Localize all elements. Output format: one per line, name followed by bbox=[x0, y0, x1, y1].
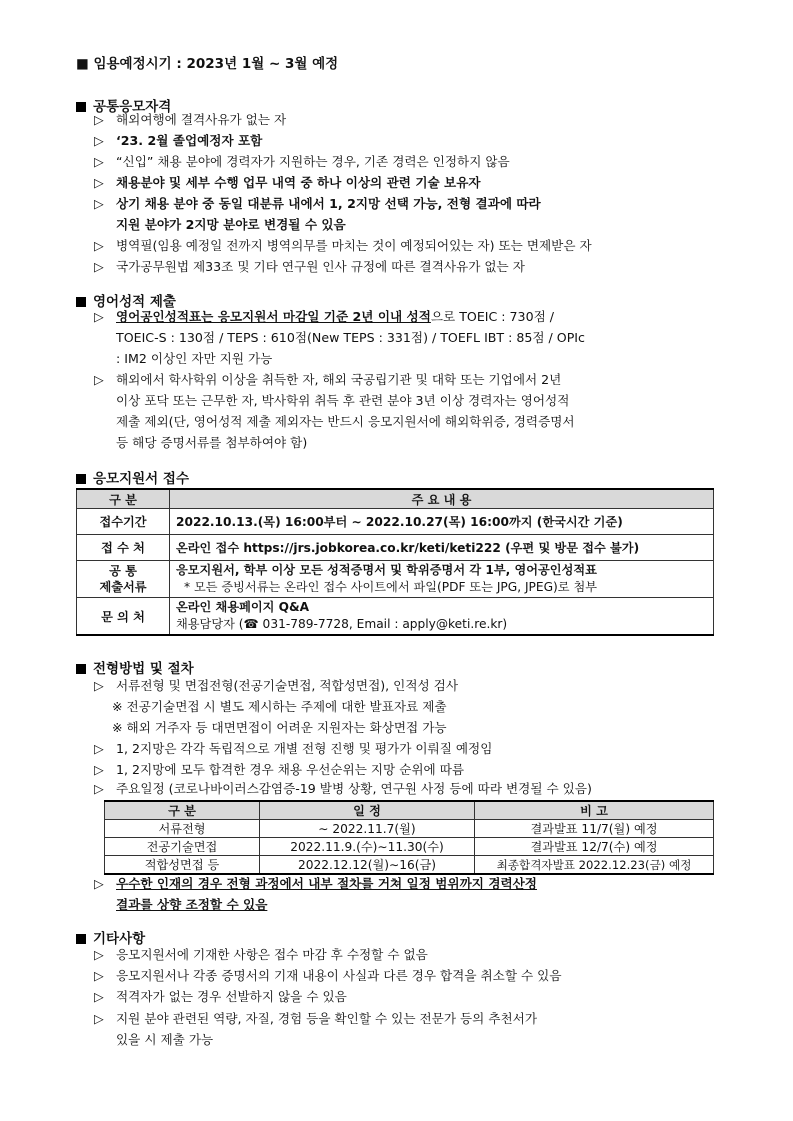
item-text: 채용분야 및 세부 수행 업무 내역 중 하나 이상의 관련 기술 보유자 bbox=[116, 175, 481, 190]
section-title: 공통응모자격 bbox=[93, 99, 172, 115]
item-text: “신입” 채용 분야에 경력자가 지원하는 경우, 기존 경력은 인정하지 않음 bbox=[116, 154, 510, 169]
cell-stage: 적합성면접 등 bbox=[105, 856, 260, 875]
table-row bbox=[77, 561, 714, 598]
english-line-4 bbox=[94, 370, 561, 390]
process-line-5 bbox=[94, 874, 537, 894]
header-date: 일 정 bbox=[260, 801, 475, 820]
item-text: 1, 2지망은 각각 독립적으로 개별 전형 진행 및 평가가 이뤄질 예정임 bbox=[116, 741, 493, 756]
application-table bbox=[76, 488, 714, 636]
cell-note: 최종합격자발표 2022.12.23(금) 예정 bbox=[475, 856, 714, 875]
cell-note: 결과발표 12/7(수) 예정 bbox=[475, 838, 714, 856]
triangle-marker-icon: ▷ bbox=[94, 989, 104, 1004]
period-label: 접수기간 bbox=[77, 509, 170, 535]
square-bullet-icon bbox=[76, 934, 86, 944]
item-text: 해외에서 학사학위 이상을 취득한 자, 해외 국공립기관 및 대학 또는 기업에서 2년 bbox=[116, 372, 562, 387]
table-row bbox=[105, 820, 714, 838]
etc-line-4 bbox=[94, 1009, 537, 1029]
where-label: 접 수 처 bbox=[77, 535, 170, 561]
item-text: 지원 분야 관련된 역량, 자질, 경험 등을 확인할 수 있는 전문가 등의 추천서가 bbox=[116, 1011, 538, 1026]
common-item-5-cont: 지원 분야가 2지망 분야로 변경될 수 있음 bbox=[116, 217, 346, 232]
table-header-row bbox=[105, 801, 714, 820]
section-title: 응모지원서 접수 bbox=[93, 471, 189, 487]
docs-value-line2: * 모든 증빙서류는 온라인 접수 사이트에서 파일(PDF 또는 JPG, JPEG)로 첨부 bbox=[184, 580, 597, 594]
docs-label-line2: 제출서류 bbox=[99, 580, 147, 594]
period-value: 2022.10.13.(목) 16:00부터 ∼ 2022.10.27(목) 16:00까지 (한국시간 기준) bbox=[170, 509, 714, 535]
docs-value-line1: 응모지원서, 학부 이상 모든 성적증명서 및 학위증명서 각 1부, 영어공인성적표 bbox=[176, 563, 597, 577]
common-item-3 bbox=[94, 152, 510, 172]
english-line-1 bbox=[94, 307, 554, 327]
item-text: 응모지원서나 각종 증명서의 기재 내용이 사실과 다른 경우 합격을 취소할 수 있음 bbox=[116, 968, 562, 983]
item-text: 해외여행에 결격사유가 없는 자 bbox=[116, 112, 287, 127]
process-line-1 bbox=[94, 676, 458, 696]
english-line-2: TOEIC-S : 130점 / TEPS : 610점(New TEPS : 331점) / TOEFL IBT : 85점 / OPIc bbox=[116, 330, 585, 345]
square-bullet-icon bbox=[76, 664, 86, 674]
triangle-marker-icon: ▷ bbox=[94, 309, 104, 324]
table-header-row bbox=[77, 489, 714, 509]
triangle-marker-icon: ▷ bbox=[94, 781, 104, 796]
contact-prefix: 채용담당자 ( bbox=[176, 617, 244, 631]
square-bullet-icon bbox=[76, 474, 86, 484]
square-bullet-icon bbox=[76, 297, 86, 307]
process-line-2 bbox=[94, 739, 492, 759]
item-text: 적격자가 없는 경우 선발하지 않을 수 있음 bbox=[116, 989, 347, 1004]
docs-value bbox=[170, 561, 714, 598]
cell-stage: 전공기술면접 bbox=[105, 838, 260, 856]
english-requirement-underlined: 영어공인성적표는 응모지원서 마감일 기준 2년 이내 성적 bbox=[116, 309, 431, 324]
phone-icon: ☎ bbox=[243, 617, 259, 631]
process-note-2: ※ 해외 거주자 등 대면면접이 어려운 지원자는 화상면접 가능 bbox=[112, 720, 447, 735]
table-row bbox=[77, 598, 714, 636]
etc-line-2 bbox=[94, 966, 562, 986]
contact-label: 문 의 처 bbox=[77, 598, 170, 636]
process-line-4 bbox=[94, 779, 592, 799]
header-content: 주 요 내 용 bbox=[170, 489, 714, 509]
item-text: 상기 채용 분야 중 동일 대분류 내에서 1, 2지망 선택 가능, 전형 결과에 따라 bbox=[116, 196, 541, 211]
triangle-marker-icon: ▷ bbox=[94, 133, 104, 148]
item-text: 국가공무원법 제33조 및 기타 연구원 인사 규정에 따른 결격사유가 없는 자 bbox=[116, 259, 525, 274]
contact-value-line1[interactable]: 온라인 채용페이지 Q&A bbox=[176, 600, 310, 614]
cell-date: 2022.12.12(월)∼16(금) bbox=[260, 856, 475, 875]
english-line-5: 이상 포닥 또는 근무한 자, 박사학위 취득 후 관련 분야 3년 이상 경력자는 영어성적 bbox=[116, 393, 570, 408]
table-row bbox=[105, 856, 714, 875]
item-text: 응모지원서에 기재한 사항은 접수 마감 후 수정할 수 없음 bbox=[116, 947, 428, 962]
item-text: 우수한 인재의 경우 전형 과정에서 내부 절차를 거쳐 일정 범위까지 경력산정 bbox=[116, 876, 537, 891]
triangle-marker-icon: ▷ bbox=[94, 112, 104, 127]
schedule-table bbox=[104, 800, 714, 875]
triangle-marker-icon: ▷ bbox=[94, 968, 104, 983]
process-line-3 bbox=[94, 760, 464, 780]
cell-note: 결과발표 11/7(월) 예정 bbox=[475, 820, 714, 838]
item-text: 서류전형 및 면접전형(전공기술면접, 적합성면접), 인적성 검사 bbox=[116, 678, 458, 693]
header-category: 구 분 bbox=[105, 801, 260, 820]
triangle-marker-icon: ▷ bbox=[94, 876, 104, 891]
section-title: 영어성적 제출 bbox=[93, 294, 176, 310]
triangle-marker-icon: ▷ bbox=[94, 741, 104, 756]
english-line-7: 등 해당 증명서류를 첨부하여야 함) bbox=[116, 435, 308, 450]
common-item-5 bbox=[94, 194, 541, 214]
contact-value-line2 bbox=[176, 616, 707, 633]
table-row bbox=[105, 838, 714, 856]
triangle-marker-icon: ▷ bbox=[94, 947, 104, 962]
english-requirement-rest: 으로 TOEIC : 730점 / bbox=[430, 309, 554, 324]
section-title: 기타사항 bbox=[93, 931, 146, 947]
cell-date: ∼ 2022.11.7(월) bbox=[260, 820, 475, 838]
item-text: 병역필(임용 예정일 전까지 병역의무를 마치는 것이 예정되어있는 자) 또는 면제받은 자 bbox=[116, 238, 592, 253]
common-item-4 bbox=[94, 173, 481, 193]
section-title: 전형방법 및 절차 bbox=[93, 661, 194, 677]
docs-label-line1: 공 통 bbox=[109, 564, 137, 578]
contact-phone-email[interactable]: 031-789-7728, Email : apply@keti.re.kr) bbox=[258, 617, 508, 631]
item-text: ‘23. 2월 졸업예정자 포함 bbox=[116, 133, 263, 148]
header-category: 구 분 bbox=[77, 489, 170, 509]
triangle-marker-icon: ▷ bbox=[94, 762, 104, 777]
common-item-2 bbox=[94, 131, 262, 151]
section-application bbox=[76, 467, 189, 487]
triangle-marker-icon: ▷ bbox=[94, 1011, 104, 1026]
process-note-1: ※ 전공기술면접 시 별도 제시하는 주제에 대한 발표자료 제출 bbox=[112, 699, 447, 714]
etc-line-1 bbox=[94, 945, 428, 965]
process-line-5-cont: 결과를 상향 조정할 수 있음 bbox=[116, 897, 268, 912]
common-item-1 bbox=[94, 110, 286, 130]
section-process bbox=[76, 657, 194, 677]
triangle-marker-icon: ▷ bbox=[94, 372, 104, 387]
cell-date: 2022.11.9.(수)∼11.30(수) bbox=[260, 838, 475, 856]
header-note: 비 고 bbox=[475, 801, 714, 820]
common-item-6 bbox=[94, 236, 592, 256]
triangle-marker-icon: ▷ bbox=[94, 238, 104, 253]
square-bullet-icon bbox=[76, 102, 86, 112]
triangle-marker-icon: ▷ bbox=[94, 154, 104, 169]
common-item-7 bbox=[94, 257, 525, 277]
section-etc bbox=[76, 927, 145, 947]
cell-stage: 서류전형 bbox=[105, 820, 260, 838]
item-text: 1, 2지망에 모두 합격한 경우 채용 우선순위는 지망 순위에 따름 bbox=[116, 762, 465, 777]
table-row bbox=[77, 509, 714, 535]
triangle-marker-icon: ▷ bbox=[94, 175, 104, 190]
triangle-marker-icon: ▷ bbox=[94, 196, 104, 211]
english-line-6: 제출 제외(단, 영어성적 제출 제외자는 반드시 응모지원서에 해외학위증, 경력증명서 bbox=[116, 414, 575, 429]
where-value[interactable]: 온라인 접수 https://jrs.jobkorea.co.kr/keti/keti222 (우편 및 방문 접수 불가) bbox=[170, 535, 714, 561]
etc-line-4-cont: 있을 시 제출 가능 bbox=[116, 1032, 214, 1047]
etc-line-3 bbox=[94, 987, 347, 1007]
triangle-marker-icon: ▷ bbox=[94, 259, 104, 274]
triangle-marker-icon: ▷ bbox=[94, 678, 104, 693]
contact-value bbox=[170, 598, 714, 636]
english-line-3: : IM2 이상인 자만 지원 가능 bbox=[116, 351, 273, 366]
hiring-schedule: ■ 임용예정시기 : 2023년 1월 ∼ 3월 예정 bbox=[76, 56, 339, 72]
item-text: 주요일정 (코로나바이러스감염증-19 발병 상황, 연구원 사정 등에 따라 변경될 수 있음) bbox=[116, 781, 592, 796]
docs-label bbox=[77, 561, 170, 598]
table-row bbox=[77, 535, 714, 561]
